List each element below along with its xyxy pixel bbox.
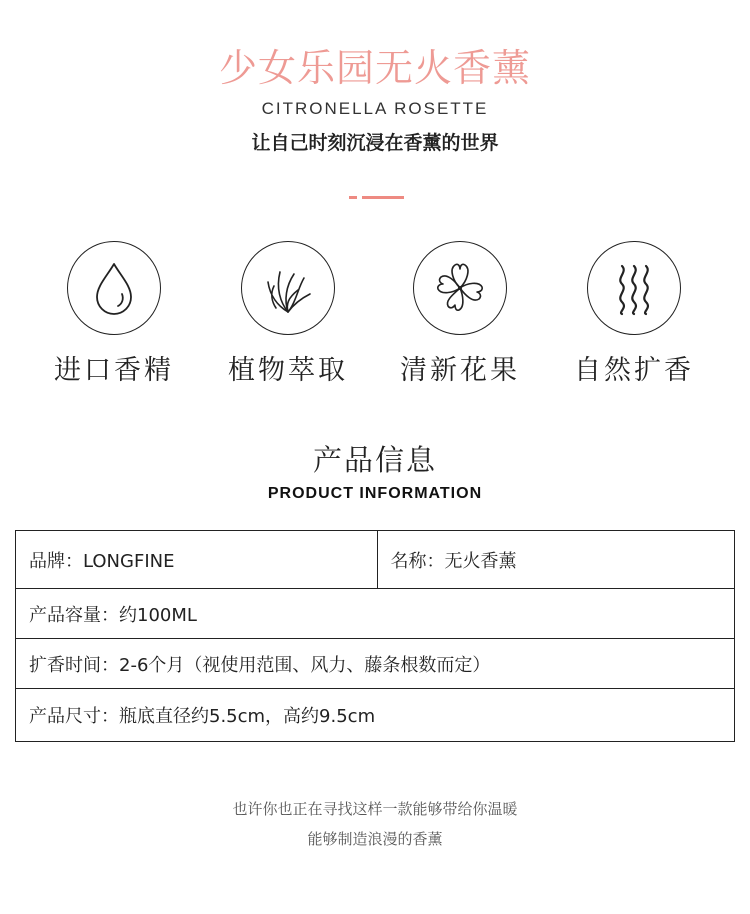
feature-label: 植物萃取 xyxy=(228,355,348,386)
feature-natural-diffusion xyxy=(544,241,724,388)
footer-line-1: 也许你也正在寻找这样一款能够带给你温暖 xyxy=(232,800,518,818)
table-row xyxy=(16,639,734,689)
water-drop-icon xyxy=(67,241,161,335)
footer-line-2: 能够制造浪漫的香薰 xyxy=(307,830,443,848)
product-info-table xyxy=(15,530,735,742)
feature-label: 进口香精 xyxy=(54,355,174,386)
feature-label: 自然扩香 xyxy=(574,355,694,386)
plant-leaves-icon xyxy=(241,241,335,335)
size-cell: 产品尺寸：瓶底直径约5.5cm，高约9.5cm xyxy=(29,706,376,727)
feature-imported-essence xyxy=(24,241,204,388)
duration-cell: 扩香时间：2-6个月（视使用范围、风力、藤条根数而定） xyxy=(29,654,491,676)
product-subtitle-en: CITRONELLA ROSETTE xyxy=(261,99,489,118)
table-row xyxy=(16,689,734,741)
feature-label: 清新花果 xyxy=(400,355,520,386)
product-title: 少女乐园无火香薰 xyxy=(218,46,531,90)
tagline: 让自己时刻沉浸在香薰的世界 xyxy=(251,132,499,154)
table-row xyxy=(16,589,734,639)
product-info-title-en: PRODUCT INFORMATION xyxy=(267,485,483,502)
brand-cell: 品牌：LONGFINE xyxy=(29,550,175,572)
decorative-divider-short xyxy=(349,196,357,199)
feature-plant-extract xyxy=(198,241,378,388)
table-row xyxy=(16,531,734,589)
feature-fresh-fruit xyxy=(370,241,550,388)
product-info-title: 产品信息 xyxy=(312,443,437,477)
decorative-divider-long xyxy=(362,196,404,199)
flower-icon xyxy=(413,241,507,335)
wavy-lines-icon xyxy=(587,241,681,335)
name-cell: 名称：无火香薰 xyxy=(377,531,735,588)
capacity-cell: 产品容量：约100ML xyxy=(29,604,197,626)
